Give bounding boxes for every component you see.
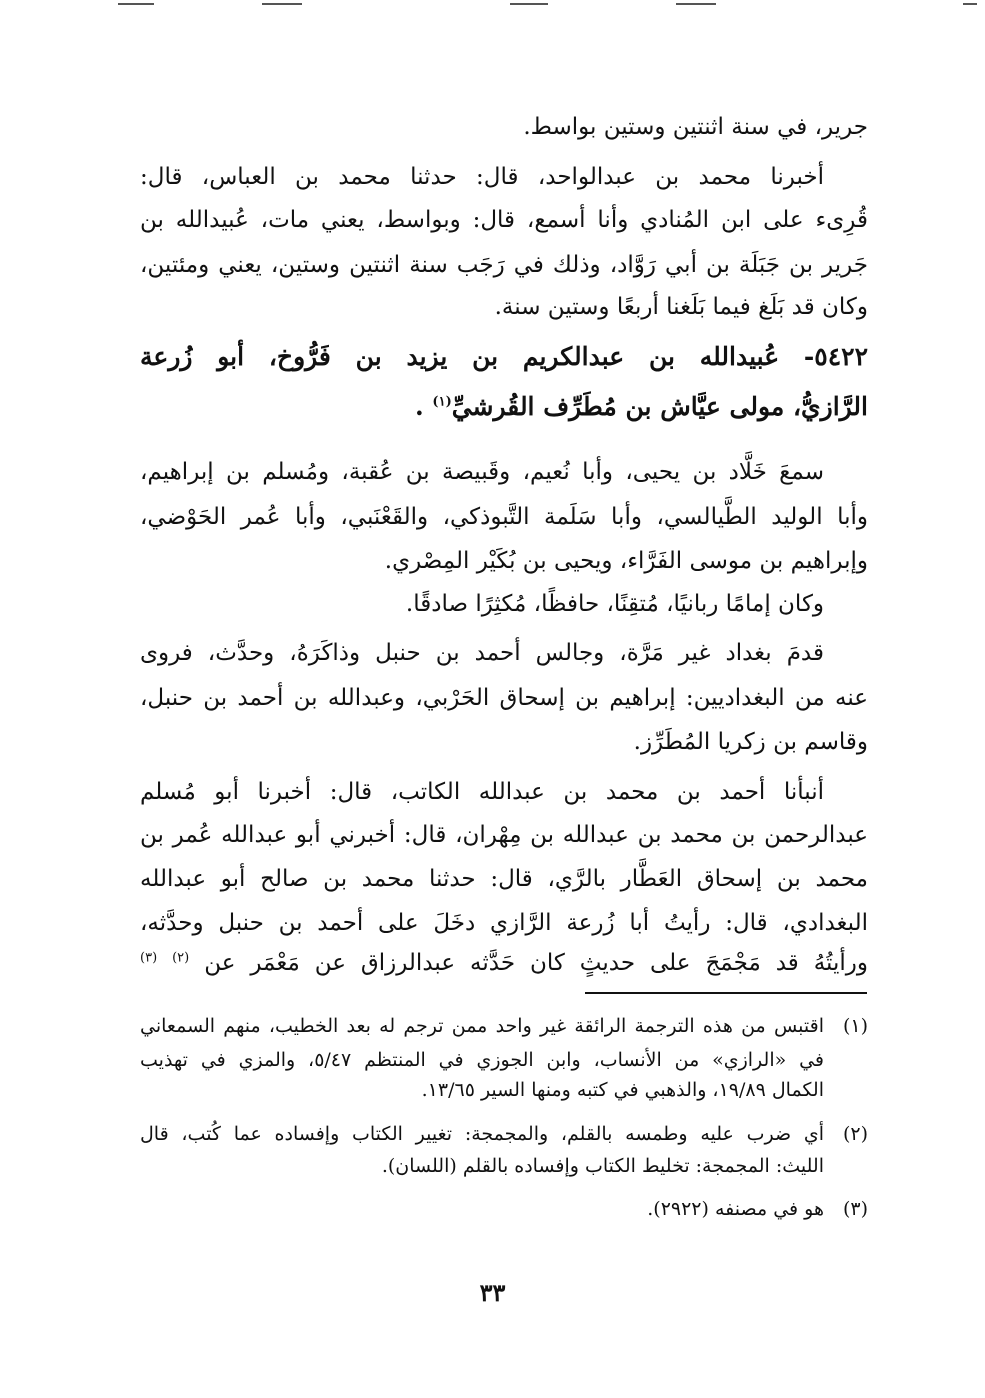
entry-heading: ٥٤٢٢- عُبيدالله بن عبدالكريم بن يزيد بن فَرُّوخ، أبو زُرعة <box>140 342 868 371</box>
footnote-text: اقتبس من هذه الترجمة الرائقة غير واحد ممن ترجم له بعد الخطيب، منهم السمعاني <box>140 1015 824 1037</box>
heading-period: . <box>414 392 424 421</box>
footnote-line <box>140 1195 868 1223</box>
body-line: وأبا الوليد الطَّيالسي، وأبا سَلَمة التَّبوذكي، والقَعْنَبي، وأبا عُمر الحَوْضي، <box>140 504 868 530</box>
scan-mark <box>510 3 548 5</box>
scan-mark <box>676 3 716 5</box>
footnote-number: (٣) <box>842 1198 868 1220</box>
body-line: البغدادي، قال: رأيتُ أبا زُرعة الرَّازي دخَلَ على أحمد بن حنبل وحدَّثه، <box>140 910 868 936</box>
footnote-line <box>140 1120 868 1148</box>
body-line: جَرير بن جَبَلَة بن أبي رَوَّاد، وذلك في رَجَب سنة اثنتين وستين، يعني ومئتين، <box>140 252 868 278</box>
body-line: وكان قد بَلَغ فيما بَلَغنا أربعًا وستين سنة. <box>494 294 868 320</box>
body-line: عنه من البغداديين: إبراهيم بن إسحاق الحَرْبي، وعبدالله بن أحمد بن حنبل، <box>140 685 868 711</box>
body-line <box>140 946 868 980</box>
body-line: وكان إمامًا ربانيًا، مُتقِنًا، حافظًا، مُكثِرًا صادقًا. <box>405 591 824 617</box>
body-line: قُرِىء على ابن المُنادي وأنا أسمع، قال: وبواسط، يعني مات، عُبيدالله بن <box>140 207 868 233</box>
footnote-ref: (١) <box>432 394 452 410</box>
body-line: سمعَ خَلَّاد بن يحيى، وأبا نُعيم، وقَبيصة بن عُقبة، ومُسلم بن إبراهيم، <box>140 459 824 485</box>
body-line-segment: ورأيتُهُ قد مَجْمَجَ على حديثٍ كان حَدَّثه عبدالرزاق عن مَعْمَر عن <box>204 950 868 976</box>
footnote-line <box>140 1012 868 1040</box>
footnote-line: الكمال ١٩/٨٩، والذهبي في كتبه ومنها السير ١٣/٦٥. <box>421 1079 824 1101</box>
entry-heading-text: الرَّازيُّ، مولى عيَّاش بن مُطَرِّف القُرشيِّ <box>451 392 868 421</box>
footnote-line: في «الرازي» من الأنساب، وابن الجوزي في المنتظم ٥/٤٧، والمزي في تهذيب <box>140 1049 825 1071</box>
body-line: وقاسم بن زكريا المُطَرِّز. <box>633 729 868 755</box>
body-line: جرير، في سنة اثنتين وستين بواسط. <box>523 114 868 140</box>
body-line: عبدالرحمن بن محمد بن عبدالله بن مِهْران، قال: أخبرني أبو عبدالله عُمر بن <box>140 822 868 848</box>
body-line: قدمَ بغداد غير مَرَّة، وجالس أحمد بن حنبل وذاكَرَهُ، وحدَّث، فروى <box>140 640 824 666</box>
footnote-ref: (٣) <box>140 950 158 966</box>
page-number: ٣٣ <box>479 1278 506 1307</box>
body-line: أخبرنا محمد بن عبدالواحد، قال: حدثنا محمد بن العباس، قال: <box>140 164 824 190</box>
footnote-text: هو في مصنفه (٢٩٢٢). <box>647 1198 824 1220</box>
scan-mark <box>963 3 977 5</box>
footnote-number: (٢) <box>842 1123 868 1145</box>
footnote-separator <box>585 992 867 994</box>
body-line: محمد بن إسحاق العَطَّار بالرَّي، قال: حدثنا محمد بن صالح أبو عبدالله <box>140 866 868 892</box>
entry-heading <box>140 390 868 424</box>
scan-mark <box>118 3 154 5</box>
footnote-ref: (٢) <box>172 950 190 966</box>
body-line: وإبراهيم بن موسى الفَرَّاء، ويحيى بن بُكَيْر المِصْري. <box>384 548 868 574</box>
scan-mark <box>262 3 302 5</box>
footnote-line: الليث: المجمجة: تخليط الكتاب وإفساده بالقلم (اللسان). <box>381 1155 824 1177</box>
footnote-number: (١) <box>842 1015 868 1037</box>
body-line: أنبأنا أحمد بن محمد بن عبدالله الكاتب، قال: أخبرنا أبو مُسلم <box>140 779 824 805</box>
footnote-text: أي ضرب عليه وطمسه بالقلم، والمجمجة: تغيير الكتاب وإفساده عما كُتب، قال <box>140 1123 824 1145</box>
